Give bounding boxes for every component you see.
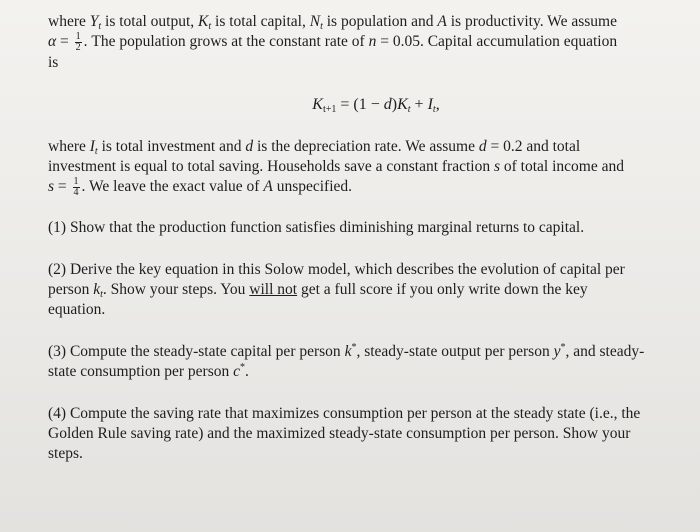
assumptions-paragraph: where $I_t$ is total investment and d is the depreciation rate. We assume d = 0.2 and total investment is equal to total saving. Households save a constant fraction s of total income and s = $\frac{1}{4}$ . We leave the exact value of A unspecified.: [48, 138, 624, 198]
sub-t: t: [208, 21, 212, 32]
question-4: (4) Compute the saving rate that maximizes consumption per person at the steady state (i.e., the Golden Rule saving rate) and the maximized steady-state consumption per person. Show your steps.: [48, 405, 641, 462]
var-N: N: [309, 13, 321, 30]
text: . The population grows at the constant rate of: [83, 33, 369, 51]
question-2: (2) Derive the key equation in this Solow model, which describes the evolution of capital per person $k_t$. Show your steps. You will not get a full score if you only write down the key equation.: [48, 261, 625, 318]
text: = 0.05. Capital accumulation equation: [376, 33, 618, 51]
var-A: A: [437, 13, 447, 30]
var-alpha: α: [48, 33, 57, 51]
text: where: [48, 13, 90, 30]
text: is productivity. We assume: [446, 13, 617, 30]
underlined-will-not: will not: [249, 281, 298, 298]
text: is total output,: [101, 13, 199, 30]
text: is population and: [322, 13, 438, 30]
text: is total capital,: [211, 13, 310, 30]
question-1: (1) Show that the production function satisfies diminishing marginal returns to capital.: [48, 219, 585, 236]
sub-t: t: [320, 21, 323, 32]
var-n: n: [368, 33, 377, 51]
text: is: [48, 54, 59, 71]
intro-paragraph: [48, 12, 664, 73]
var-K: K: [198, 13, 209, 30]
var-Y: Y: [89, 13, 99, 30]
capital-accumulation-equation: $K_{t+1} = (1 - d)K_t + I_t$,: [312, 96, 440, 115]
equals: =: [56, 33, 73, 51]
question-3: (3) Compute the steady-state capital per person k*, steady-state output per person y*, and steady- state consumption per person c*.: [48, 342, 645, 380]
fraction-one-quarter: $\frac{1}{4}$: [73, 176, 79, 198]
fraction-one-half: $\frac{1}{2}$: [75, 31, 81, 53]
sub-t: t: [98, 21, 102, 32]
